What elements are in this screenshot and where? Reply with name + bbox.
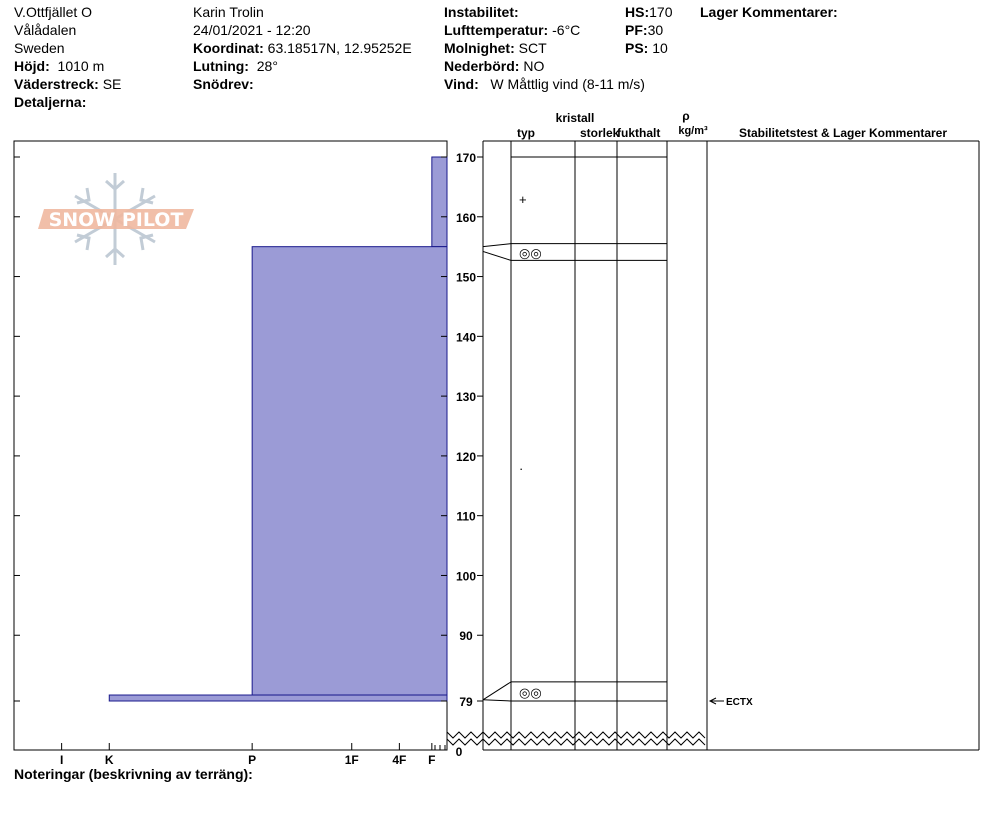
hardness-layer-bar [432,157,447,247]
hardness-layers [109,157,447,701]
hs-value: 170 [649,4,673,20]
stability-tests [710,697,753,708]
layer-table [483,141,979,750]
coordinate-value: 63.18517N, 12.95252E [267,40,412,56]
ps-value: 10 [652,40,668,56]
ps-label: PS: [625,40,649,56]
height-tick-label: 160 [455,210,477,225]
hardness-tick-label: 4F [392,753,407,767]
air-temp-value: -6°C [552,22,581,38]
height-tick-label: 110 [456,509,476,524]
instability-label: Instabilitet: [444,4,519,20]
grain-symbol: ◎◎ [519,685,542,701]
drift-label: Snödrev: [193,76,254,92]
column-headers [517,109,947,140]
stability-test-label: ECTX [726,697,753,708]
slope-label: Lutning: [193,58,249,74]
pf-value: 30 [647,22,664,38]
hardness-tick-label: I [59,753,64,767]
height-tick-label: 140 [455,330,477,345]
height-tick-label: 130 [455,390,477,405]
col-moisture-label: fukthalt [617,126,661,140]
height-tick-label: 79 [459,695,473,709]
col-stability-label: Stabilitetstest & Lager Kommentarer [738,126,948,140]
details-label: Detaljerna: [14,94,87,110]
location-name: V.Ottfjället O [14,4,93,20]
axis-break-zigzag [447,732,705,738]
hardness-tick-label: 1F [344,753,359,767]
logo-text: SNOW PILOT [48,209,184,231]
layer-connector-line [483,244,511,247]
coordinate-label: Koordinat: [193,40,264,56]
height-break-label: 0 [455,745,463,759]
grain-symbol: + [519,191,527,207]
aspect-label: Väderstreck: [14,76,99,92]
layer-connector-line [483,682,511,700]
terrain-notes-label: Noteringar (beskrivning av terräng): [14,766,253,782]
grain-symbol: · [519,460,524,476]
hardness-layer-bar [109,695,447,701]
hardness-tick-label: P [248,753,257,767]
hardness-tick-label: F [428,753,436,767]
col-rho-label: ρ [682,109,690,123]
snowpilot-logo [38,173,194,265]
grain-symbols [519,192,542,700]
height-tick-label: 150 [455,270,477,285]
precip-value: NO [523,58,545,74]
layer-connector-line [483,251,511,260]
height-tick-label: 170 [455,151,477,165]
height-tick-label: 100 [455,569,477,584]
slope-value: 28° [256,58,278,74]
hardness-axis [60,743,445,767]
col-type-label: typ [517,126,535,140]
col-size-label: storlek [580,126,620,140]
observation-datetime: 24/01/2021 - 12:20 [193,22,311,38]
region-name: Vålådalen [14,22,77,38]
elevation-value: 1010 m [57,58,105,74]
height-tick-label: 90 [459,629,473,644]
cloud-value: SCT [518,40,547,56]
hardness-layer-bar [252,247,447,695]
aspect-value: SE [102,76,122,92]
layer-comments-label: Lager Kommentarer: [700,4,838,20]
elevation-label: Höjd: [14,58,50,74]
country-name: Sweden [14,40,65,56]
observer-name: Karin Trolin [193,4,264,20]
col-crystal-label: kristall [555,111,595,125]
cloud-label: Molnighet: [444,40,515,56]
height-tick-label: 120 [455,449,477,464]
hs-label: HS: [625,4,650,20]
col-density-unit: kg/m³ [678,125,708,137]
wind-label: Vind: [444,76,479,92]
axis-break-zigzag [447,739,705,745]
grain-symbol: ◎◎ [519,245,542,261]
air-temp-label: Lufttemperatur: [444,22,549,38]
pf-label: PF: [625,22,648,38]
layer-connector-line [483,700,511,701]
wind-value: W Måttlig vind (8-11 m/s) [490,76,645,92]
precip-label: Nederbörd: [444,58,520,74]
hardness-tick-label: K [104,753,114,767]
